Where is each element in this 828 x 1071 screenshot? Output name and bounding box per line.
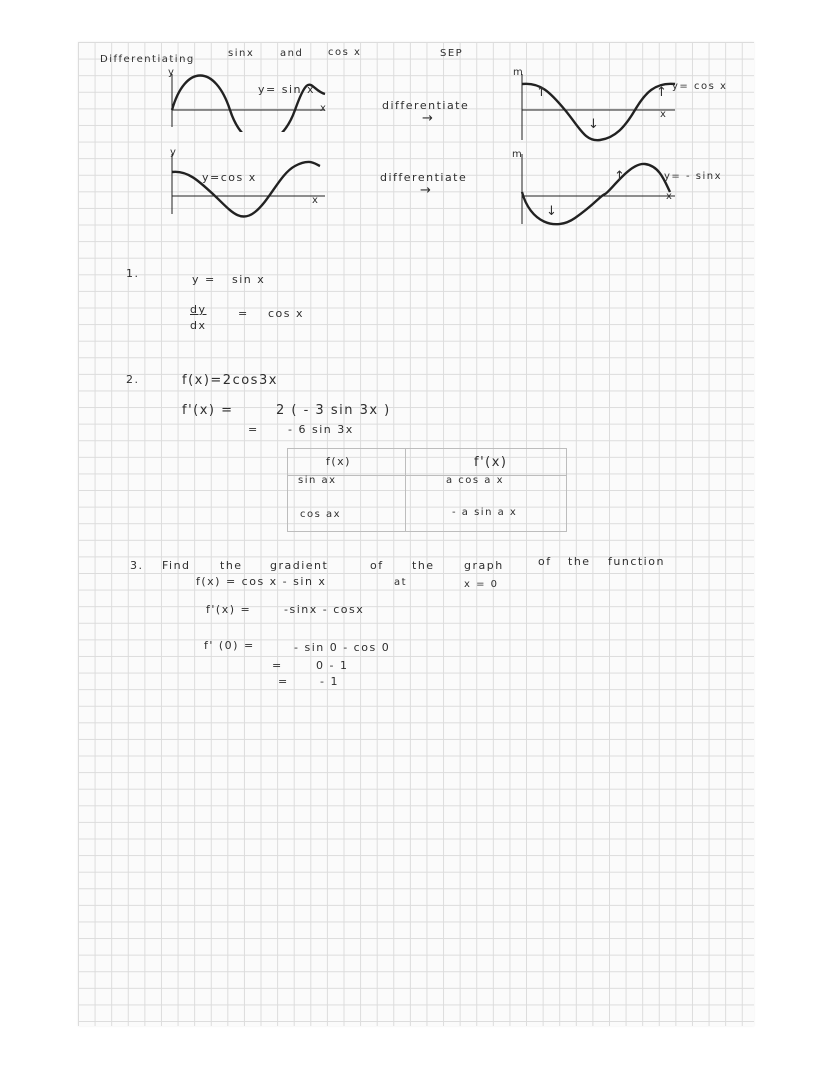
table-head-fprime: f'(x) [474,455,508,470]
example3-function: f(x) = cos x - sin x [196,575,327,588]
deriv-negsin-label: y= - sinx [664,171,723,182]
example3-number: 3. [130,559,144,572]
example2-number: 2. [126,373,140,386]
differentiate-arrow-1: → [422,111,435,126]
table-row1-right: a cos a x [446,475,505,486]
example3-derivative-rhs: -sinx - cosx [284,603,365,616]
sin-graph [160,72,340,132]
example1-lhs: y = [192,273,216,286]
question-word-of: of [370,559,384,572]
example3-equals-1: = [272,659,283,672]
example3-step1: 0 - 1 [316,659,349,672]
example3-sub-lhs: f' (0) = [204,639,255,652]
title-differentiating: Differentiating [100,54,195,65]
deriv-cos-label: y= cos x [672,81,728,92]
example1-result: cos x [268,307,305,320]
example3-x-value: x = 0 [464,579,499,590]
title-cosx: cos x [328,47,362,58]
table-row1-left: sin ax [298,475,337,486]
m-label-1: m [513,67,525,78]
sin-x-axis-label: x [320,103,328,114]
example1-dy: dy [190,303,207,316]
differentiate-label-1: differentiate [382,99,470,112]
date-label: SEP [440,48,464,59]
cos-gradient-graph [510,149,690,232]
example2-derivative-lhs: f'(x) = [182,403,234,418]
cos-graph-label: y=cos x [202,171,257,184]
up-arrow-1: ↑ [536,85,549,100]
example2-equals: = [248,423,259,436]
example2-derivative-rhs: 2 ( - 3 sin 3x ) [276,403,391,418]
title-sinx: sinx [228,48,255,59]
example1-equals: = [238,307,249,320]
example3-equals-2: = [278,675,289,688]
up-arrow-2: ↑ [656,85,669,100]
cos-graph [160,152,340,222]
sin-y-axis-label: y [168,67,176,78]
differentiate-arrow-2: → [420,183,433,198]
example3-step2: - 1 [320,675,339,688]
table-divider-vertical [405,449,406,531]
question-word-graph: graph [464,559,504,572]
example2-function: f(x)=2cos3x [182,373,278,388]
differentiate-label-2: differentiate [380,171,468,184]
question-word-of-2: of [538,555,552,568]
title-and: and [280,48,304,59]
deriv-negsin-x-label: x [666,191,674,202]
question-word-the: the [220,559,243,572]
example1-dx: dx [190,319,207,332]
question-word-gradient: gradient [270,559,329,572]
example3-sub-rhs: - sin 0 - cos 0 [294,641,391,654]
down-arrow-2: ↓ [546,204,559,219]
example3-derivative: f'(x) = [206,603,252,616]
question-word-function: function [608,555,665,568]
m-label-2: m [512,149,524,160]
cos-y-axis-label: y [170,147,178,158]
table-row2-left: cos ax [300,509,342,520]
example1-number: 1. [126,267,140,280]
example2-result: - 6 sin 3x [288,423,354,436]
down-arrow-1: ↓ [588,117,601,132]
sin-graph-label: y= sin x [258,83,315,96]
question-word-the-3: the [568,555,591,568]
up-arrow-3: ↑ [614,169,627,184]
question-word-the-2: the [412,559,435,572]
deriv-cos-x-label: x [660,109,668,120]
question-word-find: Find [162,559,191,572]
table-head-fx: f(x) [326,455,351,468]
table-row2-right: - a sin a x [452,507,518,518]
example1-rhs: sin x [232,273,266,286]
cos-x-axis-label: x [312,195,320,206]
example3-at: at [394,577,408,588]
